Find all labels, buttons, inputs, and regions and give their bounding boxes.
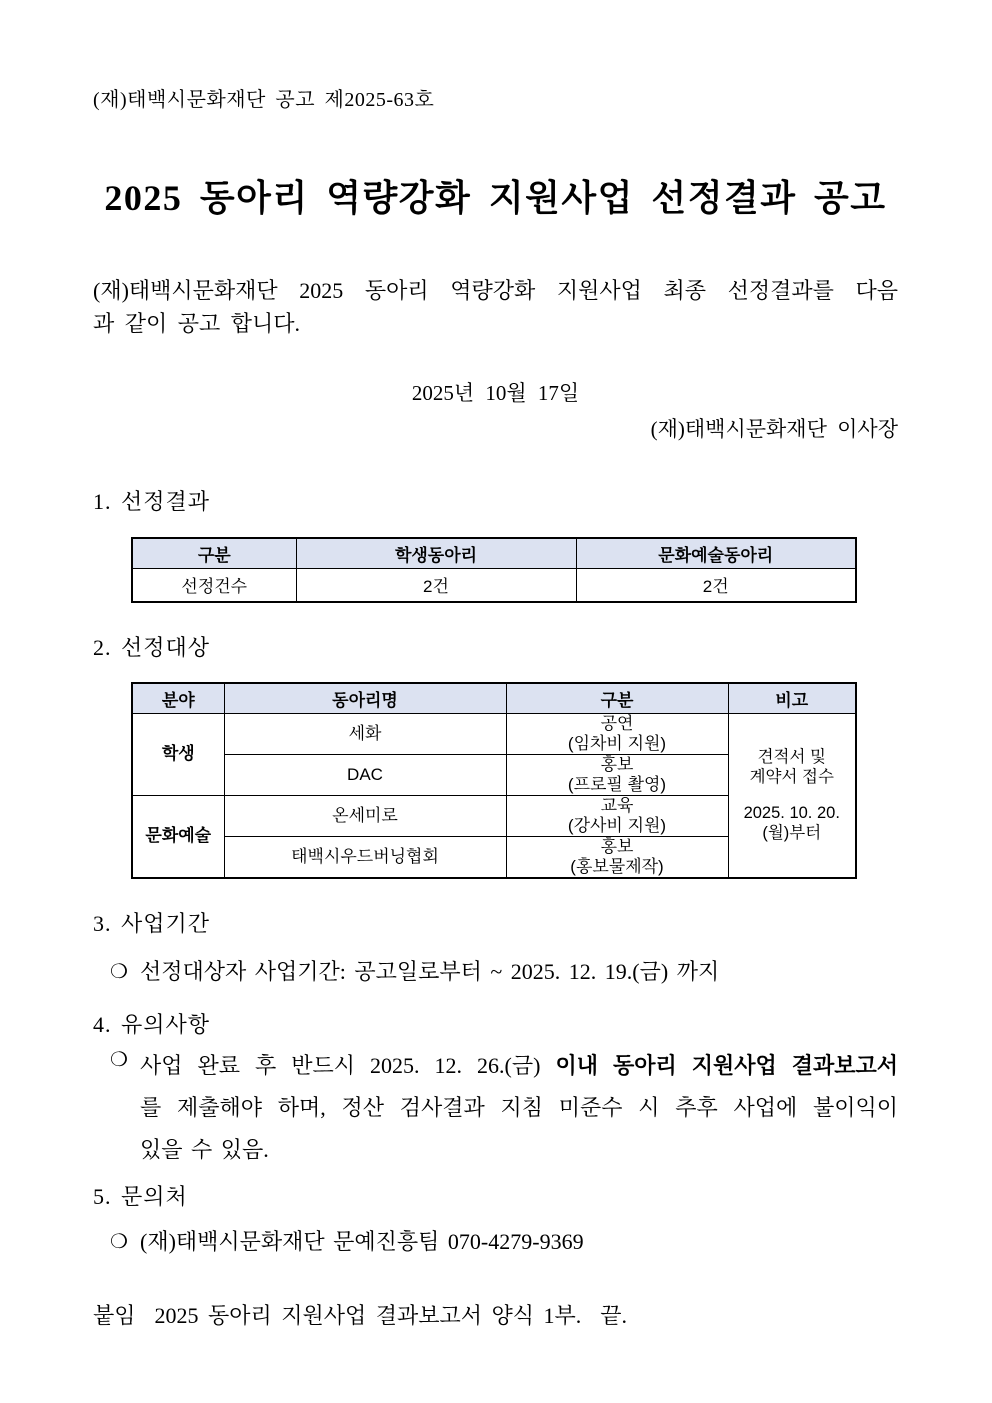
- intro-line-1: (재)태백시문화재단 2025 동아리 역량강화 지원사업 최종 선정결과를 다음: [93, 278, 898, 303]
- section-4-heading: 4. 유의사항: [93, 1011, 211, 1037]
- selected-clubs-table: [131, 682, 857, 879]
- table-header-row: [132, 683, 856, 713]
- category-main: 교육: [600, 795, 634, 815]
- category-main: 홍보: [600, 836, 634, 856]
- col-header-club-name: 동아리명: [224, 683, 506, 713]
- col-header-student-club: 학생동아리: [296, 538, 576, 568]
- table-header-row: [132, 538, 856, 568]
- category-main: 공연: [600, 713, 634, 733]
- section-1-heading: 1. 선정결과: [93, 489, 211, 514]
- signer: (재)태백시문화재단 이사장: [650, 417, 898, 441]
- note-line: 견적서 및: [757, 748, 826, 766]
- culture-count-cell: 2건: [576, 568, 856, 602]
- circle-bullet-icon: ❍: [110, 1230, 128, 1253]
- category-detail: (임차비 지원): [567, 733, 667, 753]
- col-header-note: 비고: [728, 683, 856, 713]
- section-4-line-1: [140, 1045, 898, 1087]
- selection-result-table: [131, 537, 857, 603]
- col-header-gubun: 구분: [132, 538, 296, 568]
- section-4-line-2: 를 제출해야 하며, 정산 검사결과 지침 미준수 시 추후 사업에 불이익이: [140, 1094, 898, 1120]
- section-4-line-3: 있을 수 있음.: [140, 1136, 269, 1162]
- table-row: [132, 568, 856, 602]
- field-cell-student: 학생: [132, 713, 224, 795]
- section-5-bullet-text: (재)태백시문화재단 문예진흥팀 070-4279-9369: [140, 1228, 584, 1254]
- document-title: 2025 동아리 역량강화 지원사업 선정결과 공고: [104, 178, 887, 218]
- section-4-line-1-bold: 이내 동아리 지원사업 결과보고서: [555, 1052, 899, 1078]
- col-header-category: 구분: [506, 683, 728, 713]
- category-detail: (강사비 지원): [567, 815, 667, 835]
- section-3-bullet-text: 선정대상자 사업기간: 공고일로부터 ~ 2025. 12. 19.(금) 까지: [140, 958, 720, 984]
- attachment-footer: 붙임 2025 동아리 지원사업 결과보고서 양식 1부. 끝.: [93, 1302, 628, 1328]
- intro-line-2: 과 같이 공고 합니다.: [93, 311, 301, 336]
- category-cell: [506, 754, 728, 795]
- circle-bullet-icon: ❍: [110, 960, 128, 983]
- student-count-cell: 2건: [296, 568, 576, 602]
- category-cell: [506, 795, 728, 836]
- col-header-culture-club: 문화예술동아리: [576, 538, 856, 568]
- row-label-cell: 선정건수: [132, 568, 296, 602]
- club-name-cell: 세화: [224, 713, 506, 754]
- section-5-bullet: [93, 1227, 898, 1257]
- col-header-field: 분야: [132, 683, 224, 713]
- note-line: 계약서 접수: [749, 768, 834, 786]
- club-name-cell: 온세미로: [224, 795, 506, 836]
- announcement-date: 2025년 10월 17일: [411, 381, 580, 405]
- category-detail: (홍보물제작): [570, 856, 664, 876]
- section-2-heading: 2. 선정대상: [93, 635, 211, 660]
- note-spacer: [729, 787, 856, 803]
- table-row: [132, 713, 856, 754]
- note-line: 2025. 10. 20.: [743, 804, 840, 822]
- category-cell: [506, 836, 728, 878]
- note-line: (월)부터: [762, 824, 822, 842]
- section-3-bullet: [93, 957, 898, 987]
- club-name-cell: DAC: [224, 754, 506, 795]
- circle-bullet-icon: ❍: [110, 1048, 128, 1071]
- category-cell: [506, 713, 728, 754]
- club-name-cell: 태백시우드버닝협회: [224, 836, 506, 878]
- note-cell: [728, 713, 856, 878]
- section-4-bullet: [93, 1045, 898, 1171]
- category-main: 홍보: [600, 754, 634, 774]
- section-3-heading: 3. 사업기간: [93, 910, 211, 936]
- docket-number: (재)태백시문화재단 공고 제2025-63호: [93, 89, 435, 111]
- section-4-line-1-normal: 사업 완료 후 반드시 2025. 12. 26.(금): [140, 1052, 556, 1078]
- field-cell-culture: 문화예술: [132, 795, 224, 878]
- category-detail: (프로필 촬영): [567, 774, 667, 794]
- section-5-heading: 5. 문의처: [93, 1183, 188, 1209]
- intro-paragraph: [93, 274, 898, 340]
